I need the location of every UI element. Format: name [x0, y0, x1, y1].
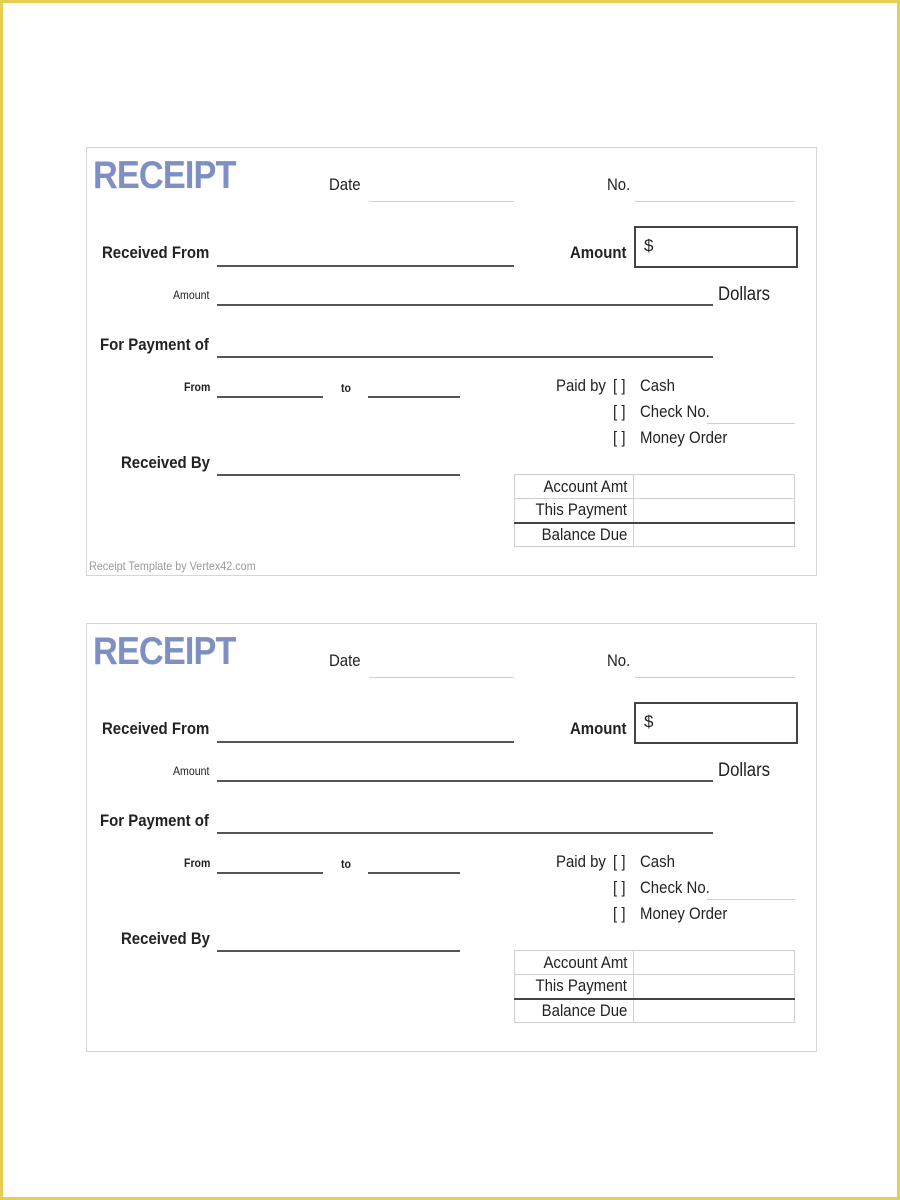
date-label: Date	[329, 651, 361, 670]
check-checkbox[interactable]: [ ]	[613, 402, 626, 421]
received-from-label: Received From	[102, 243, 210, 262]
account-summary-table	[514, 474, 795, 547]
amount-label: Amount	[570, 243, 627, 262]
table-row	[515, 951, 795, 975]
balance-due-label: Balance Due	[515, 523, 634, 547]
date-field[interactable]	[369, 201, 514, 202]
account-amt-label: Account Amt	[515, 475, 634, 499]
money-order-label: Money Order	[640, 428, 728, 447]
to-field[interactable]	[368, 872, 460, 874]
amount-words-field[interactable]	[217, 780, 713, 782]
template-credit: Receipt Template by Vertex42.com	[89, 559, 256, 573]
from-label: From	[184, 380, 211, 394]
cash-label: Cash	[640, 376, 675, 395]
receipt-form-2	[86, 623, 817, 1052]
money-order-checkbox[interactable]: [ ]	[613, 428, 626, 447]
received-by-field[interactable]	[217, 950, 460, 952]
for-payment-label: For Payment of	[100, 811, 209, 830]
table-row	[515, 499, 795, 523]
cash-label: Cash	[640, 852, 675, 871]
check-label: Check No.	[640, 878, 710, 897]
this-payment-label: This Payment	[515, 499, 634, 523]
balance-due-field[interactable]	[633, 523, 794, 547]
paid-by-label: Paid by	[556, 376, 606, 395]
date-field[interactable]	[369, 677, 514, 678]
money-order-label: Money Order	[640, 904, 728, 923]
amount-field[interactable]	[634, 226, 798, 268]
paid-by-label: Paid by	[556, 852, 606, 871]
table-row	[515, 523, 795, 547]
to-label: to	[341, 857, 351, 871]
money-order-checkbox[interactable]: [ ]	[613, 904, 626, 923]
receipt-number-field[interactable]	[635, 201, 795, 202]
check-label: Check No.	[640, 402, 710, 421]
receipt-number-label: No.	[607, 175, 631, 194]
check-number-field[interactable]	[707, 899, 795, 900]
dollars-label: Dollars	[718, 284, 771, 305]
receipt-number-label: No.	[607, 651, 631, 670]
table-row	[515, 999, 795, 1023]
this-payment-label: This Payment	[515, 975, 634, 999]
date-label: Date	[329, 175, 361, 194]
receipt-title: RECEIPT	[93, 630, 236, 673]
to-label: to	[341, 381, 351, 395]
amount-field[interactable]	[634, 702, 798, 744]
received-by-label: Received By	[121, 453, 210, 472]
balance-due-label: Balance Due	[515, 999, 634, 1023]
receipt-title: RECEIPT	[93, 154, 236, 197]
account-amt-field[interactable]	[633, 951, 794, 975]
received-from-label: Received From	[102, 719, 210, 738]
account-amt-label: Account Amt	[515, 951, 634, 975]
check-number-field[interactable]	[707, 423, 795, 424]
cash-checkbox[interactable]: [ ]	[613, 376, 626, 395]
for-payment-field[interactable]	[217, 356, 713, 358]
table-row	[515, 475, 795, 499]
dollars-label: Dollars	[718, 760, 771, 781]
check-checkbox[interactable]: [ ]	[613, 878, 626, 897]
this-payment-field[interactable]	[633, 499, 794, 523]
amount-label: Amount	[570, 719, 627, 738]
cash-checkbox[interactable]: [ ]	[613, 852, 626, 871]
account-amt-field[interactable]	[633, 475, 794, 499]
received-by-field[interactable]	[217, 474, 460, 476]
account-summary-table	[514, 950, 795, 1023]
received-from-field[interactable]	[217, 265, 514, 267]
amount-words-field[interactable]	[217, 304, 713, 306]
received-from-field[interactable]	[217, 741, 514, 743]
for-payment-label: For Payment of	[100, 335, 209, 354]
from-field[interactable]	[217, 396, 323, 398]
balance-due-field[interactable]	[633, 999, 794, 1023]
currency-symbol: $	[644, 712, 654, 731]
receipt-form-1	[86, 147, 817, 576]
to-field[interactable]	[368, 396, 460, 398]
table-row	[515, 975, 795, 999]
receipt-number-field[interactable]	[635, 677, 795, 678]
amount-words-label: Amount	[173, 764, 210, 778]
amount-words-label: Amount	[173, 288, 210, 302]
received-by-label: Received By	[121, 929, 210, 948]
currency-symbol: $	[644, 236, 654, 255]
from-label: From	[184, 856, 211, 870]
this-payment-field[interactable]	[633, 975, 794, 999]
from-field[interactable]	[217, 872, 323, 874]
for-payment-field[interactable]	[217, 832, 713, 834]
